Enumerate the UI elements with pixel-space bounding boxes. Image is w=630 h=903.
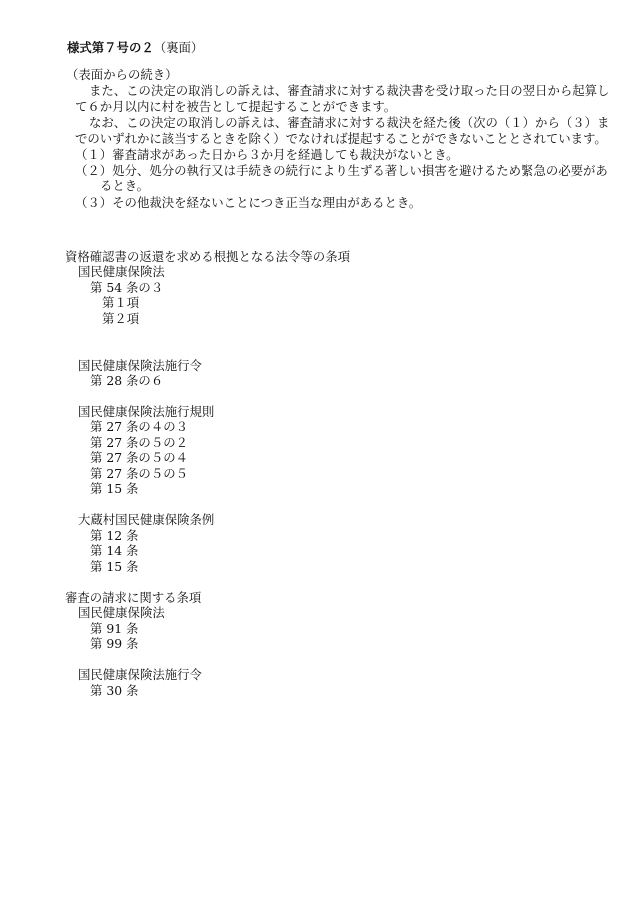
section-heading: 資格確認書の返還を求める根拠となる法令等の条項 xyxy=(65,249,350,264)
form-title xyxy=(67,40,203,56)
article: 第 99 条 xyxy=(90,636,139,651)
list-item: るとき。 xyxy=(100,178,150,193)
article: 第 28 条の６ xyxy=(90,373,164,388)
article: 第 54 条の３ xyxy=(90,280,164,295)
article: 第 15 条 xyxy=(90,481,139,496)
list-item: （１）審査請求があった日から３か月を経過しても裁決がないとき。 xyxy=(75,147,459,162)
law-name: 国民健康保険法施行規則 xyxy=(78,404,215,419)
article: 第 15 条 xyxy=(90,559,139,574)
law-name: 国民健康保険法施行令 xyxy=(78,358,202,373)
paragraph-text: また、この決定の取消しの訴えは、審査請求に対する裁決書を受け取った日の翌日から起算し xyxy=(89,83,610,98)
list-item: （３）その他裁決を経ないことにつき正当な理由があるとき。 xyxy=(75,195,422,210)
law-name: 大蔵村国民健康保険条例 xyxy=(78,512,215,527)
paragraph-text: なお、この決定の取消しの訴えは、審査請求に対する裁決を経た後（次の（１）から（３）ま xyxy=(89,115,610,130)
section-heading: 審査の請求に関する条項 xyxy=(65,590,202,605)
article: 第 27 条の５の５ xyxy=(90,466,188,481)
article: 第 27 条の４の３ xyxy=(90,419,188,434)
article: 第 91 条 xyxy=(90,621,139,636)
law-name: 国民健康保険法施行令 xyxy=(78,667,202,682)
paragraph-text: て６か月以内に村を被告として提起することができます。 xyxy=(75,99,397,114)
article: 第 27 条の５の２ xyxy=(90,435,188,450)
paragraph-ref: 第２項 xyxy=(102,311,140,326)
article: 第 30 条 xyxy=(90,683,139,698)
form-side: （裏面） xyxy=(153,40,204,55)
law-name: 国民健康保険法 xyxy=(78,264,165,279)
form-number: 様式第７号の２ xyxy=(67,40,154,55)
continued-label: （表面からの続き） xyxy=(66,67,178,82)
paragraph-ref: 第１項 xyxy=(102,295,140,310)
law-name: 国民健康保険法 xyxy=(78,605,165,620)
article: 第 27 条の５の４ xyxy=(90,450,188,465)
article: 第 12 条 xyxy=(90,528,139,543)
list-item: （２）処分、処分の執行又は手続きの続行により生ずる著しい損害を避けるため緊急の必要があ xyxy=(75,163,608,178)
paragraph-text: でのいずれかに該当するときを除く）でなければ提起することができないこととされています。 xyxy=(75,131,607,146)
article: 第 14 条 xyxy=(90,543,139,558)
